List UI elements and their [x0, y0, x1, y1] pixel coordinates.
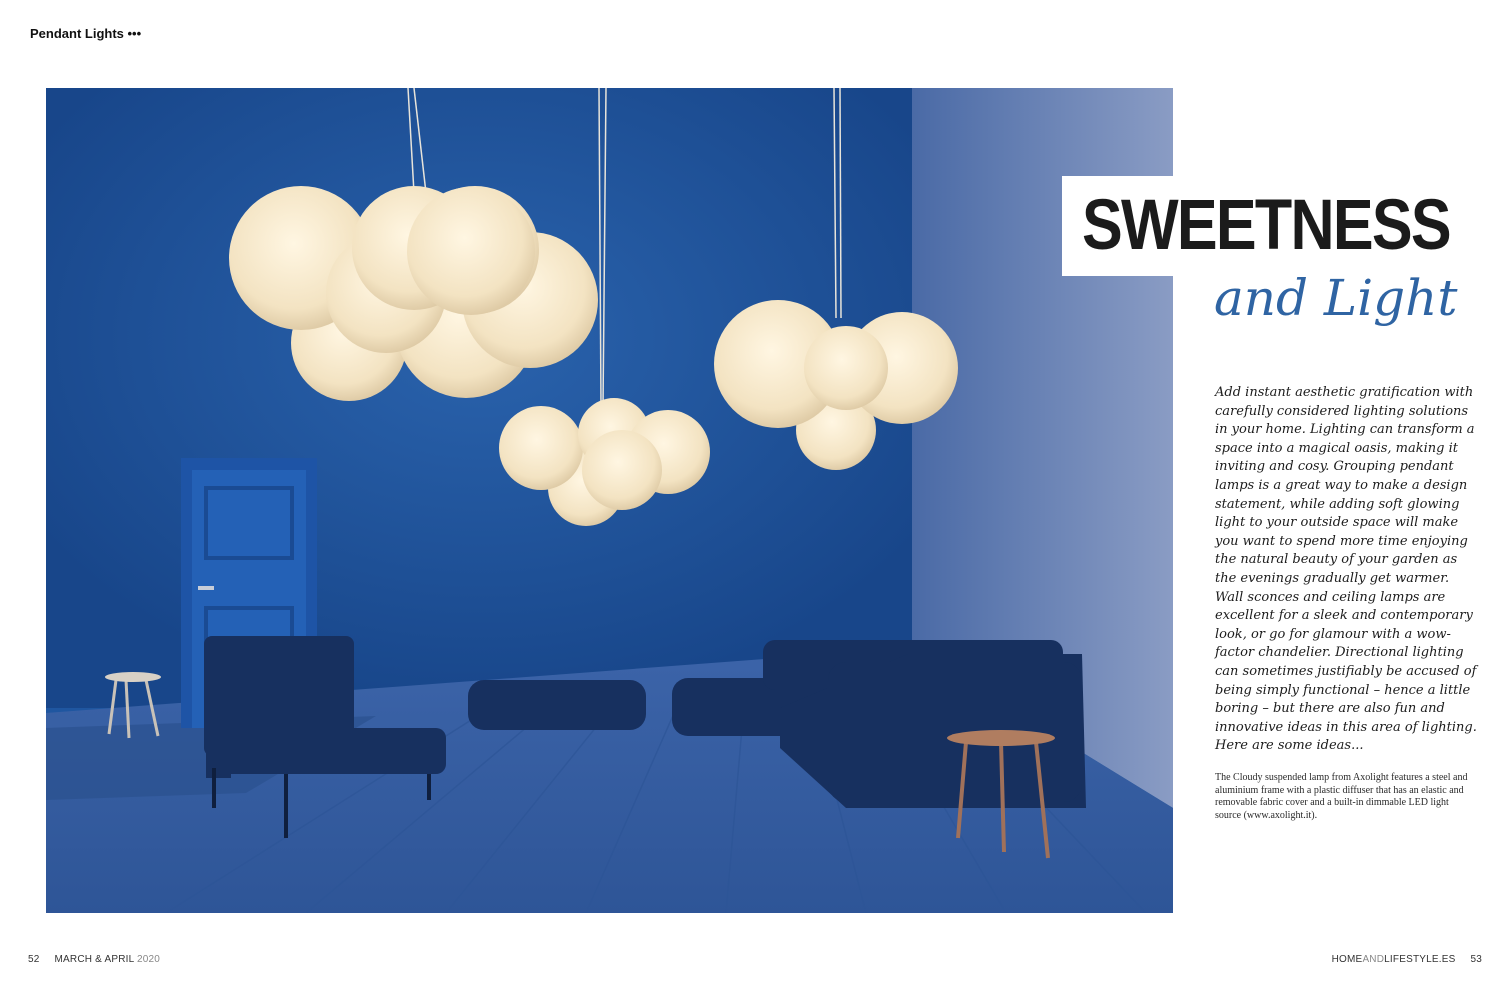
ottoman-left [468, 680, 646, 730]
site-prefix: HOME [1331, 954, 1363, 965]
right-page-number: 53 [1470, 954, 1482, 965]
issue-year: 2020 [136, 954, 161, 965]
issue-month: MARCH & APRIL [54, 954, 134, 965]
headline-sub: and Light [1214, 269, 1458, 327]
site-suffix: LIFESTYLE.ES [1384, 954, 1456, 965]
footer-left [28, 954, 160, 965]
section-label: Pendant Lights ••• [30, 26, 142, 41]
site-and: AND [1362, 954, 1385, 965]
photo-caption: The Cloudy suspended lamp from Axolight features a steel and aluminium frame with a plastic diffuser that has an elastic and removable fabric cover and a built-in dimmable LED light source (www.axolight.it). [1215, 772, 1468, 821]
left-page-number: 52 [28, 954, 40, 965]
headline-main: SWEETNESS [1082, 186, 1450, 265]
footer-right [1332, 954, 1482, 965]
hero-photo [46, 88, 1173, 913]
intro-paragraph: Add instant aesthetic gratification with carefully considered lighting solutions in your home. Lighting can transform a space into a magical oasis, making it inviting and cosy. Grouping pendant lamps is a great way to make a design statement, while adding soft glowing light to your outside space will make you want to spend more time enjoying the natural beauty of your garden as the evenings gradually get warmer. Wall sconces and ceiling lamps are excellent for a sleek and contemporary look, or go for glamour with a wow-factor chandelier. Directional lighting can sometimes justifiably be accused of being simply functional – hence a little boring – but there are also fun and innovative ideas in this area of lighting. Here are some ideas... [1215, 385, 1477, 754]
